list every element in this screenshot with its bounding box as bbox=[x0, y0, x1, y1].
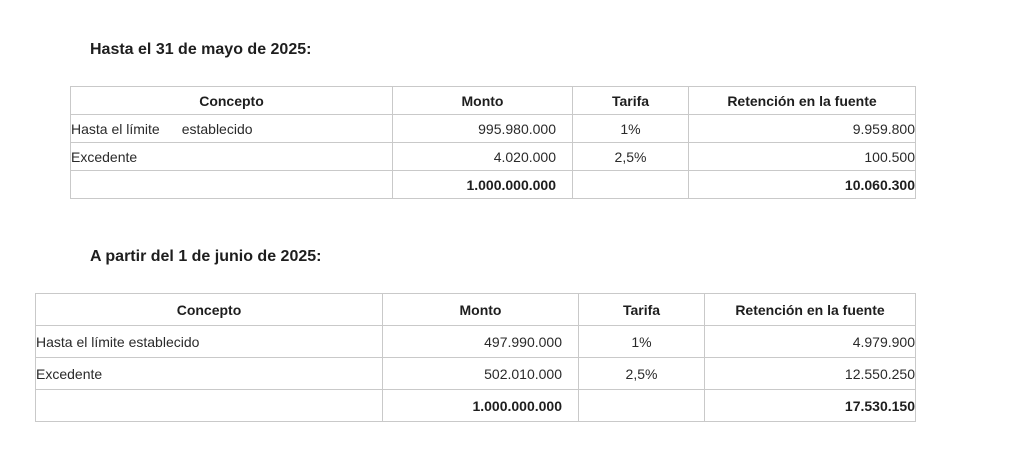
header-monto: Monto bbox=[383, 294, 579, 326]
cell-tarifa: 1% bbox=[573, 115, 689, 143]
table-row bbox=[36, 326, 916, 358]
header-retencion: Retención en la fuente bbox=[705, 294, 916, 326]
table-header-row bbox=[36, 294, 916, 326]
section2-table-container bbox=[35, 293, 915, 425]
cell-retencion: 12.550.250 bbox=[705, 358, 916, 390]
cell-tarifa: 2,5% bbox=[573, 143, 689, 171]
table-total-row bbox=[71, 171, 916, 199]
total-monto: 1.000.000.000 bbox=[383, 390, 579, 422]
cell-concepto: Hasta el límite establecido bbox=[36, 326, 383, 358]
section2-table bbox=[35, 293, 916, 422]
section1-table-container bbox=[70, 86, 915, 202]
header-monto: Monto bbox=[393, 87, 573, 115]
header-retencion: Retención en la fuente bbox=[689, 87, 916, 115]
table-row bbox=[71, 143, 916, 171]
cell-monto: 497.990.000 bbox=[383, 326, 579, 358]
cell-concepto: Excedente bbox=[36, 358, 383, 390]
header-concepto: Concepto bbox=[71, 87, 393, 115]
header-tarifa: Tarifa bbox=[573, 87, 689, 115]
section1-heading: Hasta el 31 de mayo de 2025: bbox=[90, 41, 312, 58]
cell-concepto bbox=[71, 115, 393, 143]
table-header-row bbox=[71, 87, 916, 115]
cell-retencion: 4.979.900 bbox=[705, 326, 916, 358]
section1-table bbox=[70, 86, 916, 199]
cell-retencion: 100.500 bbox=[689, 143, 916, 171]
section2-heading: A partir del 1 de junio de 2025: bbox=[90, 248, 322, 265]
header-concepto: Concepto bbox=[36, 294, 383, 326]
cell-tarifa: 1% bbox=[579, 326, 705, 358]
concepto-part-a: Hasta el límite bbox=[71, 120, 160, 137]
cell-empty bbox=[573, 171, 689, 199]
cell-retencion: 9.959.800 bbox=[689, 115, 916, 143]
total-retencion: 10.060.300 bbox=[689, 171, 916, 199]
table-row bbox=[71, 115, 916, 143]
cell-empty bbox=[579, 390, 705, 422]
cell-concepto: Excedente bbox=[71, 143, 393, 171]
cell-monto: 502.010.000 bbox=[383, 358, 579, 390]
cell-monto: 995.980.000 bbox=[393, 115, 573, 143]
header-tarifa: Tarifa bbox=[579, 294, 705, 326]
cell-tarifa: 2,5% bbox=[579, 358, 705, 390]
cell-empty bbox=[36, 390, 383, 422]
total-retencion: 17.530.150 bbox=[705, 390, 916, 422]
table-total-row bbox=[36, 390, 916, 422]
table-row bbox=[36, 358, 916, 390]
cell-monto: 4.020.000 bbox=[393, 143, 573, 171]
total-monto: 1.000.000.000 bbox=[393, 171, 573, 199]
cell-empty bbox=[71, 171, 393, 199]
concepto-part-b: establecido bbox=[181, 120, 253, 137]
